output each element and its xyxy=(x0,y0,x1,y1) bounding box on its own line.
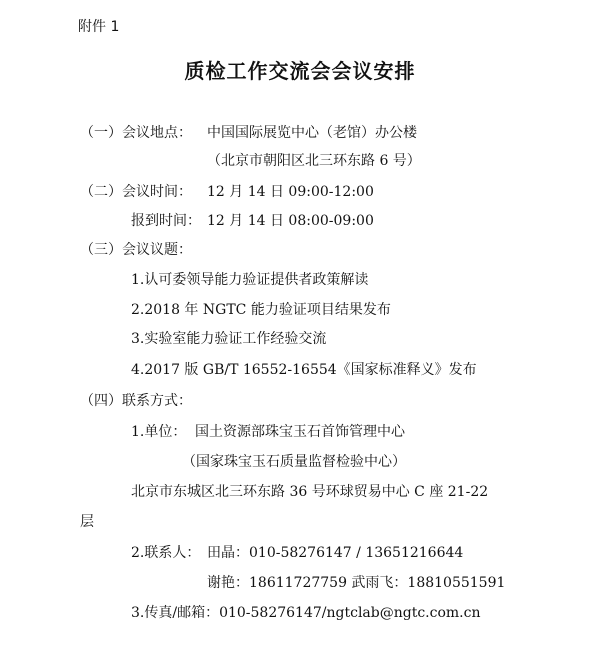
venue-text: 中国国际展览中心（老馆）办公楼 xyxy=(207,125,417,141)
attachment-label: 附件 1 xyxy=(78,19,120,35)
address-line: 北京市东城区北三环东路 36 号环球贸易中心 C 座 21-22 xyxy=(131,484,489,500)
unit-alt-text: （国家珠宝玉石质量监督检验中心） xyxy=(182,454,406,470)
topic-item: 4.2017 版 GB/T 16552-16554《国家标准释义》发布 xyxy=(131,362,477,378)
checkin-text: 12 月 14 日 08:00-09:00 xyxy=(207,213,374,229)
page-title: 质检工作交流会会议安排 xyxy=(184,59,416,83)
topic-item: 2.2018 年 NGTC 能力验证项目结果发布 xyxy=(131,302,391,318)
address-line-wrap: 层 xyxy=(80,514,94,530)
topic-item: 3.实验室能力验证工作经验交流 xyxy=(131,331,327,347)
contact-person: 田晶：010-58276147 / 13651216644 xyxy=(207,545,464,561)
contact-person: 谢艳：18611727759 武雨飞：18810551591 xyxy=(207,575,506,591)
venue-label: （一）会议地点： xyxy=(80,125,192,141)
checkin-label: 报到时间： xyxy=(131,213,201,229)
time-text: 12 月 14 日 09:00-12:00 xyxy=(207,184,374,200)
topics-label: （三）会议议题： xyxy=(80,242,192,258)
unit-label: 1.单位： xyxy=(131,424,187,440)
contact-label: （四）联系方式： xyxy=(80,393,192,409)
time-label: （二）会议时间： xyxy=(80,184,192,200)
topic-item: 1.认可委领导能力验证提供者政策解读 xyxy=(131,272,369,288)
unit-text: 国土资源部珠宝玉石首饰管理中心 xyxy=(195,424,405,440)
contact-person-label: 2.联系人： xyxy=(131,545,201,561)
venue-address: （北京市朝阳区北三环东路 6 号） xyxy=(207,153,421,169)
fax-email: 3.传真/邮箱：010-58276147/ngtclab@ngtc.com.cn xyxy=(131,605,481,621)
